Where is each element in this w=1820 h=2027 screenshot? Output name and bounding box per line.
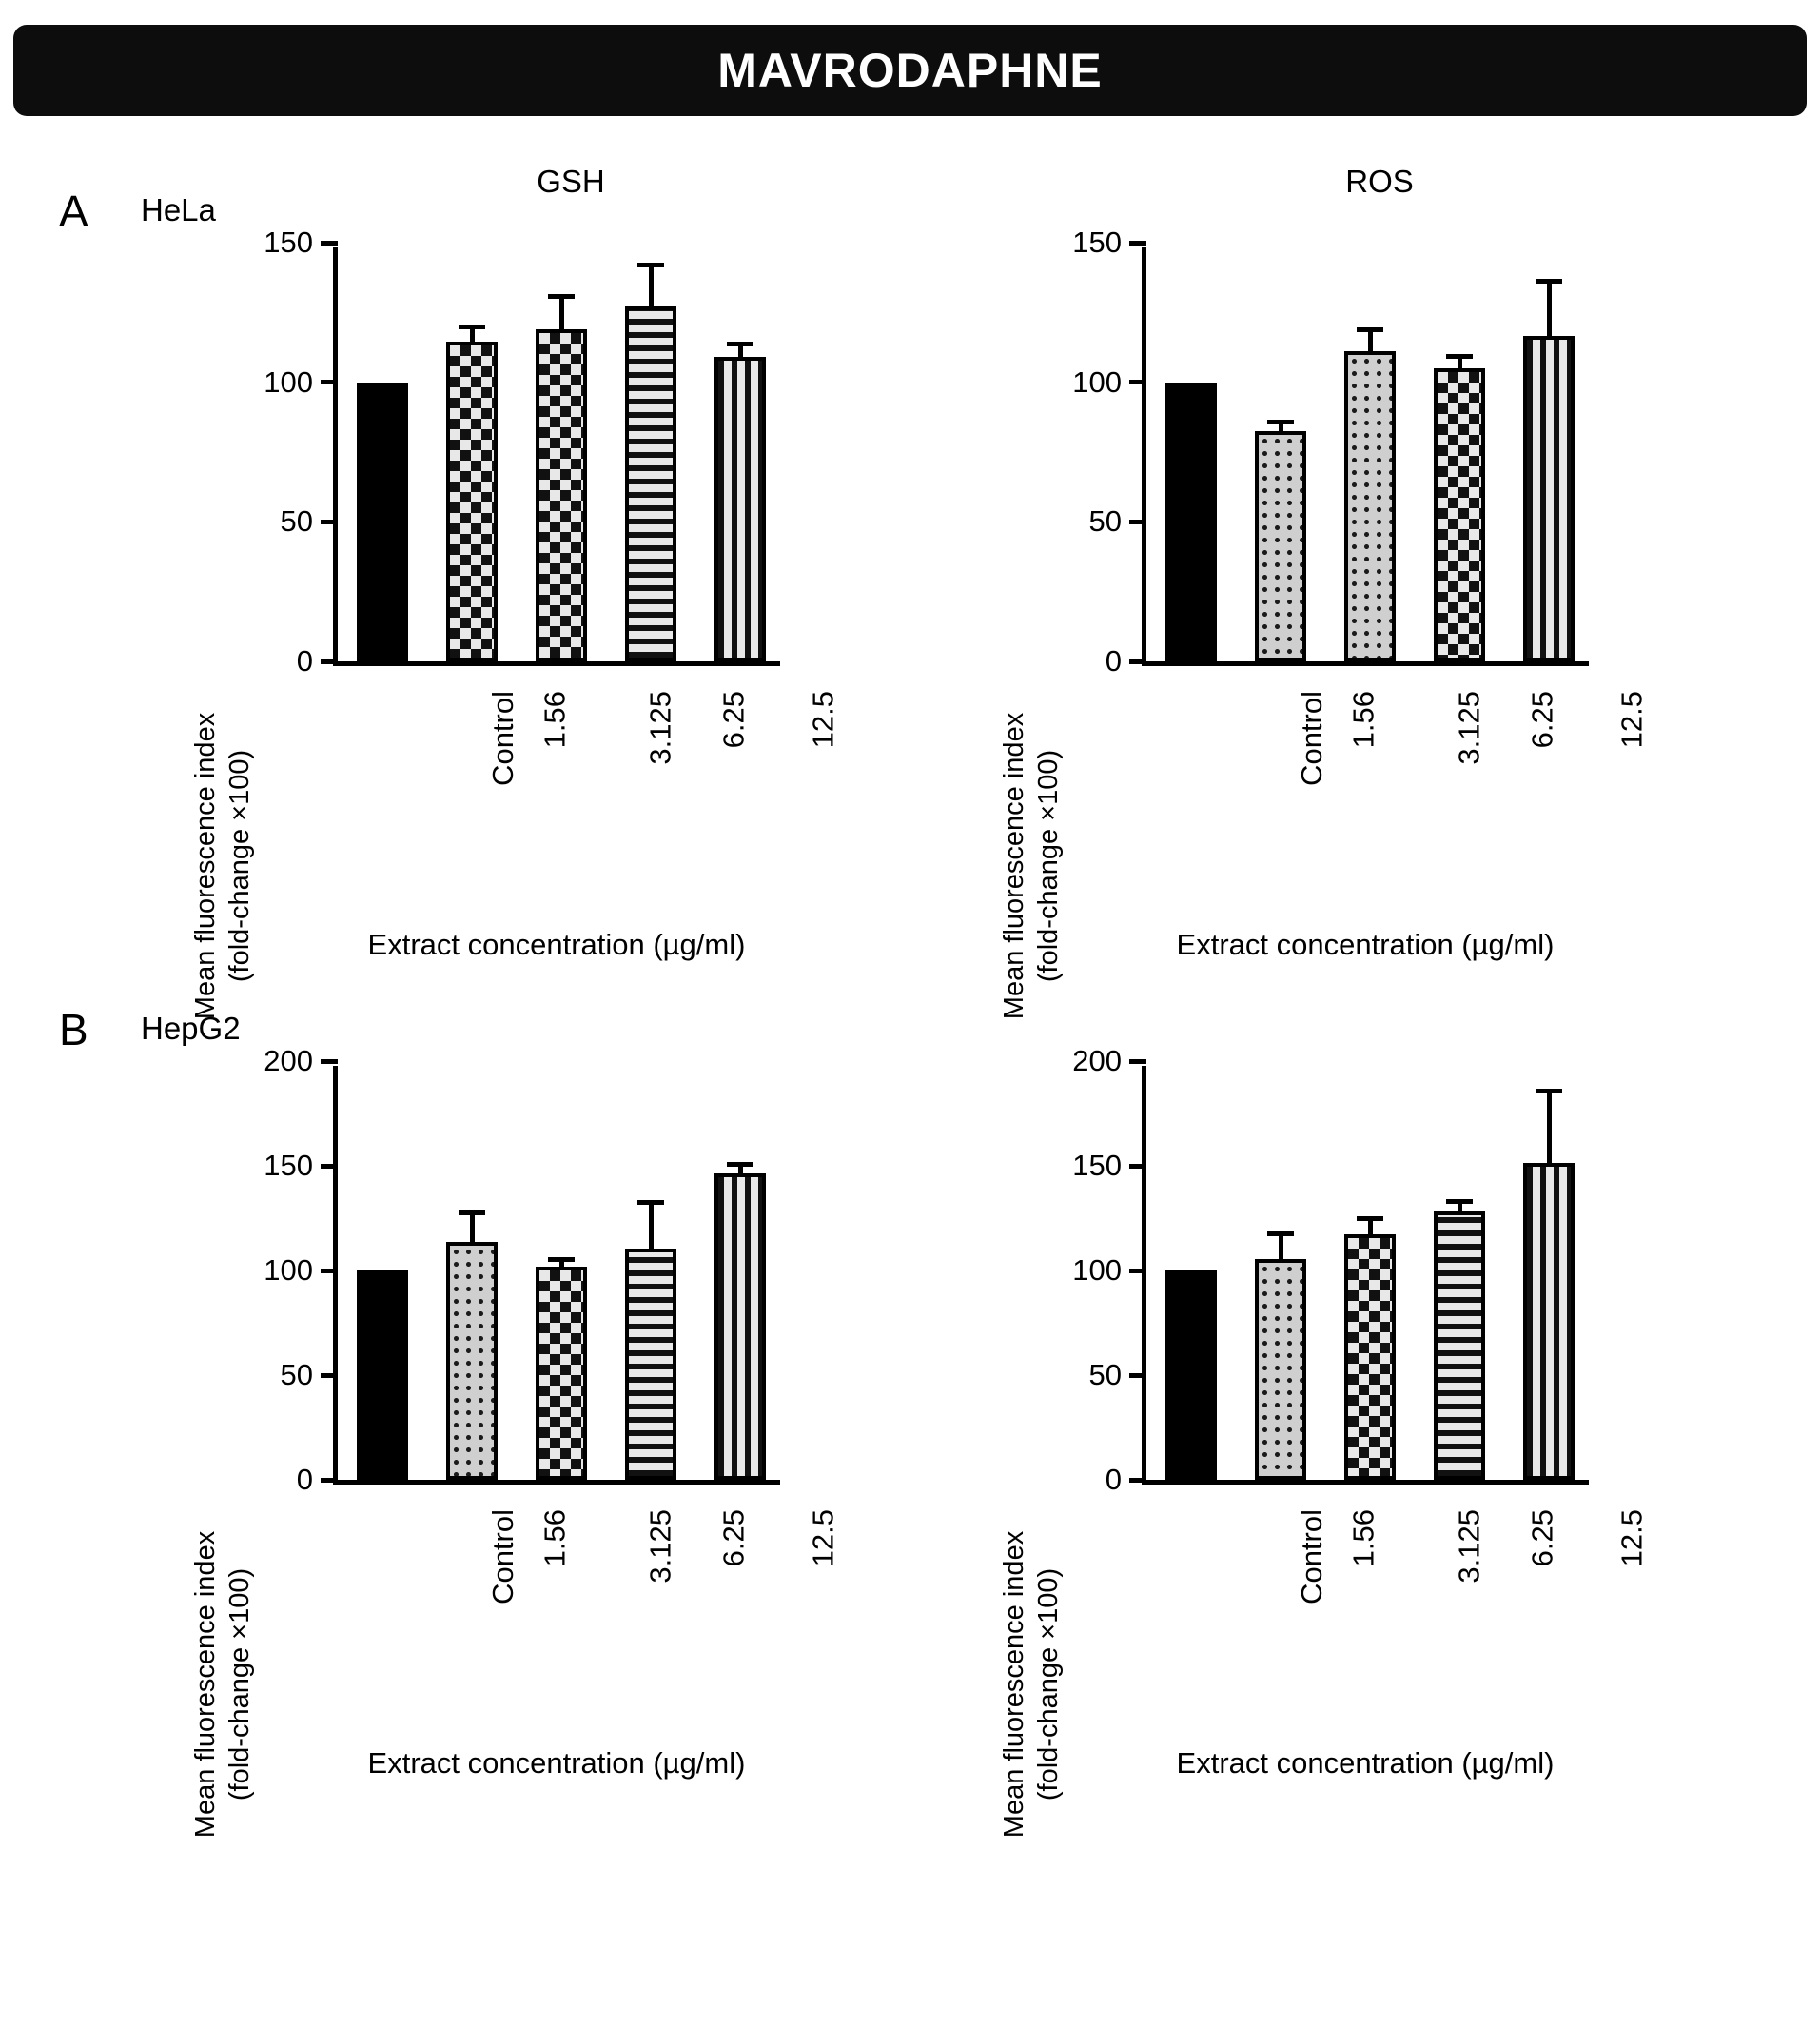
y-axis-label-line1: Mean fluorescence index bbox=[999, 712, 1029, 1020]
y-axis-tick-label: 100 bbox=[1072, 364, 1122, 399]
bar bbox=[714, 1173, 767, 1480]
y-axis-tick-label: 50 bbox=[1088, 1358, 1122, 1391]
y-axis-tick-label: 50 bbox=[280, 504, 313, 539]
y-axis-tick-label: 150 bbox=[1072, 226, 1122, 259]
panel-a-cell-line: HeLa bbox=[141, 192, 216, 227]
bar bbox=[1344, 351, 1397, 661]
y-axis-label-line2: (fold-change ×100) bbox=[1033, 1567, 1065, 1801]
y-axis-tick bbox=[1129, 659, 1146, 664]
bar bbox=[714, 357, 767, 661]
error-bar-cap bbox=[1267, 1231, 1294, 1236]
y-axis-tick-label: 100 bbox=[1072, 1253, 1122, 1287]
panel-letter-b: B bbox=[59, 1005, 88, 1054]
bar bbox=[1165, 383, 1218, 661]
y-axis-tick-label: 50 bbox=[280, 1358, 313, 1391]
bar bbox=[357, 1270, 409, 1480]
bar bbox=[1434, 1211, 1486, 1480]
column-header-ros: ROS bbox=[1345, 164, 1414, 199]
x-axis-title: Extract concentration (µg/ml) bbox=[1176, 928, 1555, 961]
y-axis-tick-label: 200 bbox=[1072, 1044, 1122, 1077]
chart-hepg2-gsh bbox=[171, 1044, 894, 2027]
bar bbox=[625, 1249, 677, 1480]
bar bbox=[1523, 1163, 1575, 1480]
y-axis-tick bbox=[321, 1164, 338, 1169]
error-bar bbox=[470, 1215, 475, 1243]
y-axis-tick-label: 150 bbox=[1072, 1149, 1122, 1182]
y-axis-tick-label: 150 bbox=[264, 226, 313, 259]
bar bbox=[1344, 1234, 1397, 1481]
y-axis-tick bbox=[1129, 1164, 1146, 1169]
y-axis-tick bbox=[321, 1269, 338, 1273]
x-axis-title: Extract concentration (µg/ml) bbox=[1176, 1746, 1555, 1780]
x-axis-tick-label: Control bbox=[485, 691, 519, 786]
y-axis-tick bbox=[321, 1478, 338, 1483]
x-axis-tick-label: 3.125 bbox=[643, 691, 677, 765]
x-axis-title: Extract concentration (µg/ml) bbox=[367, 928, 746, 961]
y-axis-label-line2: (fold-change ×100) bbox=[225, 1567, 256, 1801]
y-axis-tick-label: 200 bbox=[264, 1044, 313, 1077]
y-axis-tick-label: 0 bbox=[296, 1463, 313, 1496]
error-bar bbox=[1368, 332, 1373, 352]
y-axis-label bbox=[997, 657, 1067, 1075]
y-axis-tick-label: 100 bbox=[264, 364, 313, 399]
y-axis-tick bbox=[1129, 380, 1146, 384]
x-axis-tick-label: Control bbox=[1294, 1509, 1328, 1604]
error-bar-cap bbox=[1446, 1199, 1473, 1204]
y-axis-tick bbox=[1129, 241, 1146, 246]
x-axis-tick-label: 6.25 bbox=[716, 1509, 751, 1567]
error-bar-cap bbox=[459, 1210, 485, 1215]
chart-hepg2-ros bbox=[980, 1044, 1703, 2027]
bar bbox=[625, 306, 677, 661]
x-axis-tick-label: 3.125 bbox=[1452, 1509, 1486, 1584]
bar bbox=[1165, 1270, 1218, 1480]
bar bbox=[446, 1242, 499, 1480]
error-bar bbox=[738, 346, 743, 358]
x-axis-tick-label: 3.125 bbox=[1452, 691, 1486, 765]
y-axis-label bbox=[188, 1475, 258, 1894]
figure-title-banner bbox=[13, 25, 1807, 116]
bar bbox=[1255, 431, 1307, 661]
x-axis-tick-label: 1.56 bbox=[538, 1509, 572, 1567]
x-axis-tick-label: 6.25 bbox=[716, 691, 751, 749]
y-axis-tick bbox=[1129, 1478, 1146, 1483]
error-bar-cap bbox=[727, 1162, 753, 1167]
y-axis-label bbox=[188, 657, 258, 1075]
error-bar bbox=[1458, 1204, 1462, 1212]
x-axis-tick-label: 6.25 bbox=[1525, 1509, 1559, 1567]
error-bar-cap bbox=[548, 1257, 575, 1262]
figure-title: MAVRODAPHNE bbox=[717, 44, 1103, 97]
error-bar bbox=[559, 1262, 564, 1266]
error-bar bbox=[1458, 359, 1462, 368]
bar bbox=[536, 329, 588, 661]
y-axis-tick bbox=[321, 241, 338, 246]
error-bar bbox=[649, 267, 654, 306]
y-axis-label-line2: (fold-change ×100) bbox=[1033, 749, 1065, 983]
error-bar-cap bbox=[637, 1200, 664, 1205]
y-axis-tick bbox=[1129, 1373, 1146, 1378]
bar bbox=[446, 342, 499, 661]
error-bar bbox=[649, 1205, 654, 1249]
plot-area bbox=[1072, 1044, 1589, 1496]
y-axis-tick bbox=[1129, 1059, 1146, 1064]
plot-area bbox=[264, 1044, 780, 1496]
error-bar bbox=[1279, 1236, 1283, 1259]
y-axis-tick-label: 0 bbox=[296, 644, 313, 678]
error-bar bbox=[559, 299, 564, 329]
error-bar-cap bbox=[1357, 1216, 1383, 1221]
bar bbox=[1255, 1259, 1307, 1480]
plot-area bbox=[1072, 226, 1589, 678]
x-axis-tick-label: 12.5 bbox=[806, 1509, 840, 1567]
error-bar bbox=[1279, 424, 1283, 431]
error-bar bbox=[738, 1167, 743, 1173]
y-axis-tick bbox=[321, 1059, 338, 1064]
x-axis-tick-label: Control bbox=[1294, 691, 1328, 786]
x-axis-tick-label: 3.125 bbox=[643, 1509, 677, 1584]
bar bbox=[1434, 368, 1486, 661]
error-bar-cap bbox=[548, 294, 575, 299]
y-axis-label-line2: (fold-change ×100) bbox=[225, 749, 256, 983]
y-axis-tick bbox=[1129, 1269, 1146, 1273]
panel-b-cell-line: HepG2 bbox=[141, 1011, 241, 1046]
error-bar-cap bbox=[1536, 1089, 1562, 1093]
x-axis-tick-label: 1.56 bbox=[538, 691, 572, 749]
error-bar-cap bbox=[1357, 327, 1383, 332]
x-axis-tick-label: 12.5 bbox=[1615, 691, 1649, 749]
y-axis-tick bbox=[321, 659, 338, 664]
x-axis-tick-label: Control bbox=[485, 1509, 519, 1604]
y-axis-label-line1: Mean fluorescence index bbox=[190, 712, 221, 1020]
error-bar bbox=[1368, 1221, 1373, 1233]
y-axis-label-line1: Mean fluorescence index bbox=[999, 1530, 1029, 1839]
y-axis-tick bbox=[1129, 520, 1146, 524]
bar bbox=[536, 1267, 588, 1480]
x-axis-tick-label: 1.56 bbox=[1346, 1509, 1380, 1567]
error-bar bbox=[1547, 1093, 1552, 1163]
y-axis-tick-label: 0 bbox=[1105, 1463, 1122, 1496]
bar bbox=[357, 383, 409, 661]
y-axis-tick bbox=[321, 520, 338, 524]
error-bar-cap bbox=[1446, 354, 1473, 359]
y-axis-label-line1: Mean fluorescence index bbox=[190, 1530, 221, 1839]
y-axis-tick bbox=[321, 380, 338, 384]
x-axis-title: Extract concentration (µg/ml) bbox=[367, 1746, 746, 1780]
error-bar-cap bbox=[459, 325, 485, 329]
panel-letter-a: A bbox=[59, 187, 88, 236]
plot-area bbox=[264, 226, 780, 678]
x-axis-tick-label: 1.56 bbox=[1346, 691, 1380, 749]
y-axis-tick-label: 150 bbox=[264, 1149, 313, 1182]
x-axis-tick-label: 12.5 bbox=[806, 691, 840, 749]
bar bbox=[1523, 336, 1575, 661]
error-bar bbox=[470, 329, 475, 342]
y-axis-tick-label: 100 bbox=[264, 1253, 313, 1287]
error-bar-cap bbox=[727, 342, 753, 346]
y-axis-label bbox=[997, 1475, 1067, 1894]
y-axis-tick-label: 0 bbox=[1105, 644, 1122, 678]
error-bar bbox=[1547, 284, 1552, 337]
y-axis-tick-label: 50 bbox=[1088, 504, 1122, 539]
error-bar-cap bbox=[637, 263, 664, 267]
error-bar-cap bbox=[1536, 279, 1562, 284]
error-bar-cap bbox=[1267, 420, 1294, 424]
x-axis-tick-label: 6.25 bbox=[1525, 691, 1559, 749]
x-axis-tick-label: 12.5 bbox=[1615, 1509, 1649, 1567]
y-axis-tick bbox=[321, 1373, 338, 1378]
column-header-gsh: GSH bbox=[537, 164, 605, 199]
